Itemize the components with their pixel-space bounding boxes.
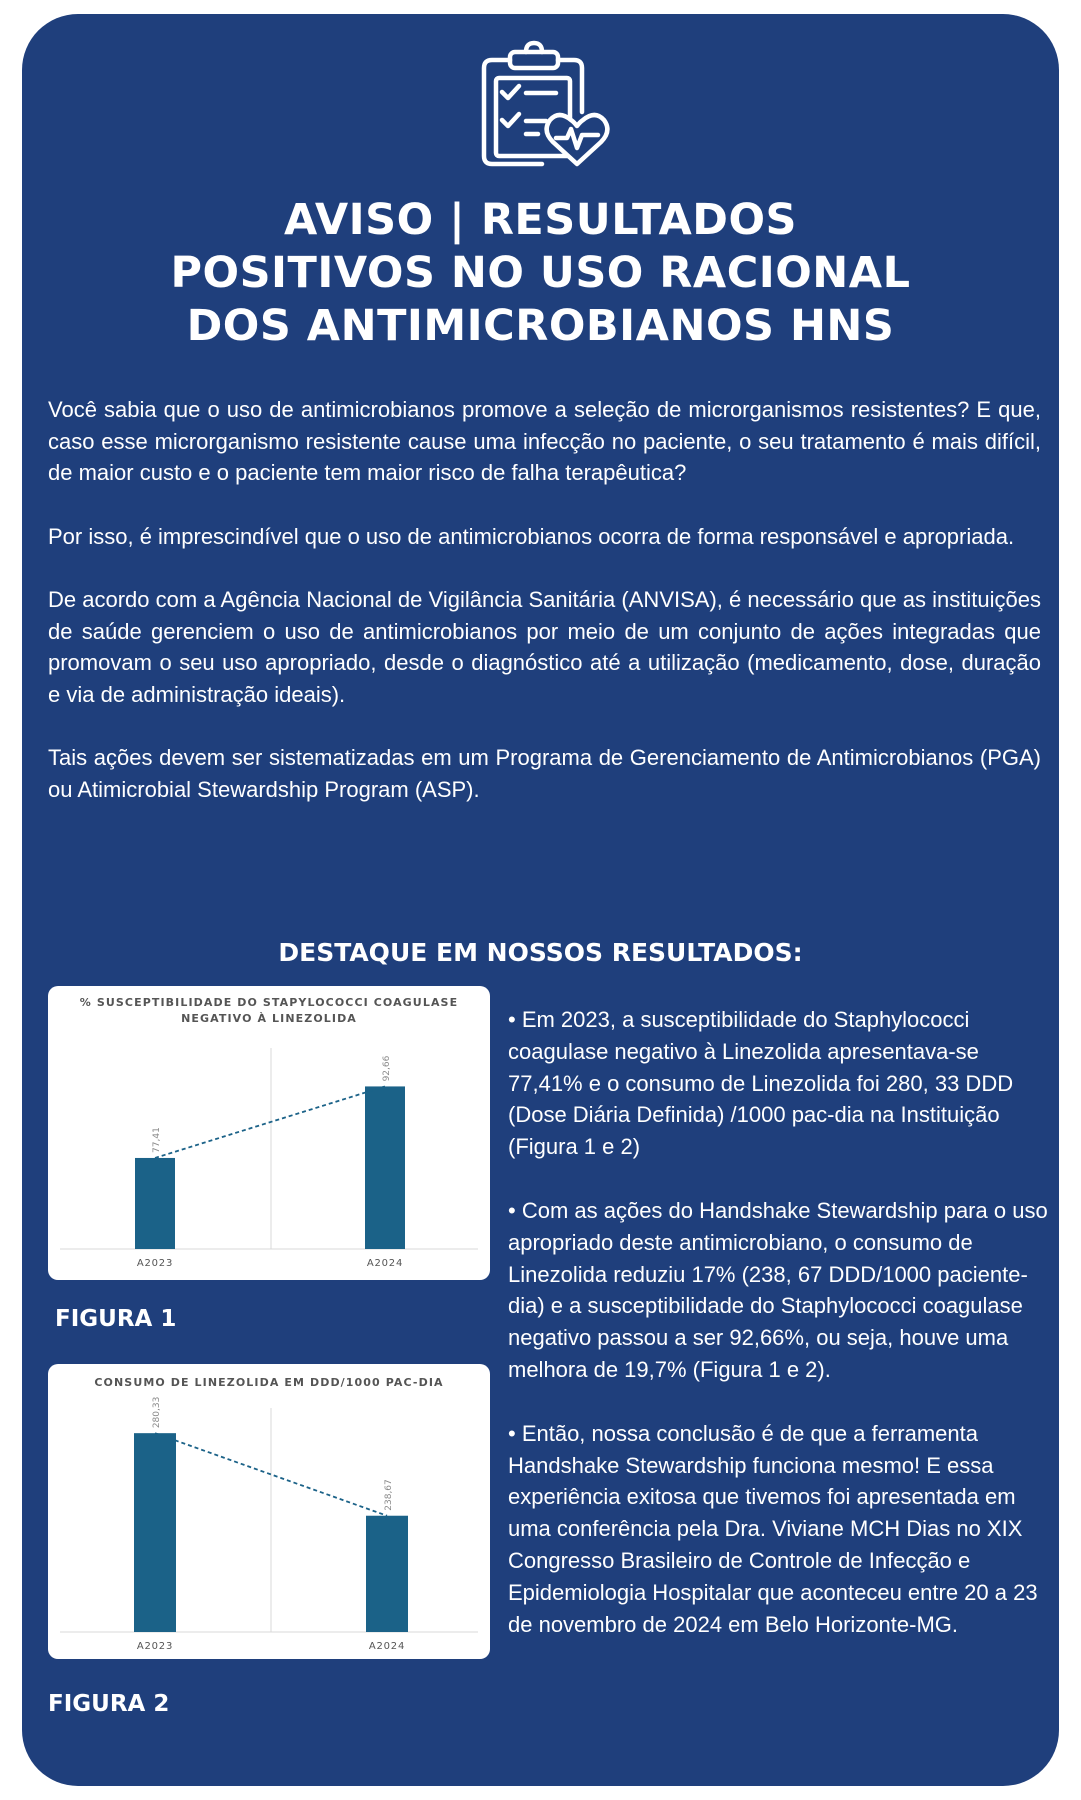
- chart-2-data-label-A2024: 238,67: [384, 1479, 394, 1511]
- paragraph-1: Você sabia que o uso de antimicrobianos promove a seleção de microrganismos resistentes? E que, caso esse microrganismo resistente cause uma infecção no paciente, o seu tratamento é mais difícil, de maior custo e o paciente tem maior risco de falha terapêutica?: [48, 397, 1041, 485]
- chart-2-data-label-A2023: 280,33: [152, 1396, 162, 1429]
- intro-paragraphs: [48, 394, 1041, 805]
- figure-2-chart: [48, 1364, 490, 1659]
- title-line-2: POSITIVOS NO USO RACIONAL: [170, 248, 911, 298]
- chart-2-tick-label-A2023: A2023: [136, 1641, 174, 1652]
- chart-1-bar-A2023: [135, 1158, 175, 1249]
- chart-2-bar-A2023: [134, 1433, 176, 1632]
- susceptibility-chart: [48, 986, 490, 1280]
- chart-1-bar-A2024: [365, 1086, 405, 1249]
- result-item-3: • Então, nossa conclusão é de que a ferramenta Handshake Stewardship funciona mesmo! E essa experiência exitosa que tivemos foi apresentada em uma conferência pela Dra. Viviane MCH Dias no XIX Congresso Brasileiro de Controle de Infecção e Epidemiologia Hospitalar que aconteceu entre 20 a 23 de novembro de 2024 em Belo Horizonte-MG.: [508, 1420, 1038, 1637]
- chart-1-tick-label-A2024: A2024: [366, 1258, 404, 1269]
- chart-1-data-label-A2023: 77,41: [152, 1127, 162, 1153]
- chart-1-title-line-2: NEGATIVO À LINEZOLIDA: [181, 1012, 357, 1025]
- chart-1-data-label-A2024: 92,66: [382, 1055, 392, 1082]
- chart-2-title-line-1: CONSUMO DE LINEZOLIDA EM DDD/1000 PAC-DIA: [94, 1376, 444, 1389]
- chart-2-bar-A2024: [366, 1516, 408, 1632]
- chart-2-tick-label-A2024: A2024: [368, 1641, 406, 1652]
- chart-1-title-line-1: % SUSCEPTIBILIDADE DO STAPYLOCOCCI COAGULASE: [79, 996, 459, 1009]
- page-title: [22, 194, 1059, 353]
- chart-1-trend-line: [155, 1086, 385, 1158]
- paragraph-4: Tais ações devem ser sistematizadas em um Programa de Gerenciamento de Antimicrobianos (PGA) ou Atimicrobial Stewardship Program (ASP).: [48, 745, 1041, 802]
- notice-card: [22, 14, 1059, 1786]
- clipboard-checklist-heart-icon: [470, 38, 610, 178]
- paragraph-2: Por isso, é imprescindível que o uso de antimicrobianos ocorra de forma responsável e apropriada.: [48, 523, 1015, 549]
- consumption-chart: [48, 1364, 490, 1659]
- result-item-1: • Em 2023, a susceptibilidade do Staphylococci coagulase negativo à Linezolida apresentava-se 77,41% e o consumo de Linezolida foi 280, 33 DDD (Dose Diária Definida) /1000 pac-dia na Instituição (Figura 1 e 2): [508, 1007, 1014, 1160]
- section-title: DESTAQUE EM NOSSOS RESULTADOS:: [278, 938, 803, 967]
- paragraph-3: De acordo com a Agência Nacional de Vigilância Sanitária (ANVISA), é necessário que as instituições de saúde gerenciem o uso de antimicrobianos por meio de um conjunto de ações integradas que promovam o seu uso apropriado, desde o diagnóstico até a utilização (medicamento, dose, duração e via de administração ideais).: [48, 587, 1041, 707]
- figure-1-label: FIGURA 1: [55, 1306, 177, 1332]
- title-line-1: AVISO | RESULTADOS: [284, 195, 797, 245]
- title-line-3: DOS ANTIMICROBIANOS HNS: [186, 301, 895, 351]
- chart-1-tick-label-A2023: A2023: [136, 1258, 174, 1269]
- results-list: [508, 1004, 1048, 1672]
- figure-2-label: FIGURA 2: [48, 1691, 170, 1717]
- figure-1-chart: [48, 986, 490, 1280]
- result-item-2: • Com as ações do Handshake Stewardship para o uso apropriado deste antimicrobiano, o consumo de Linezolida reduziu 17% (238, 67 DDD/1000 paciente-dia) e a susceptibilidade do Staphylococci coagulase negativo passou a ser 92,66%, ou seja, houve uma melhora de 19,7% (Figura 1 e 2).: [508, 1197, 1048, 1382]
